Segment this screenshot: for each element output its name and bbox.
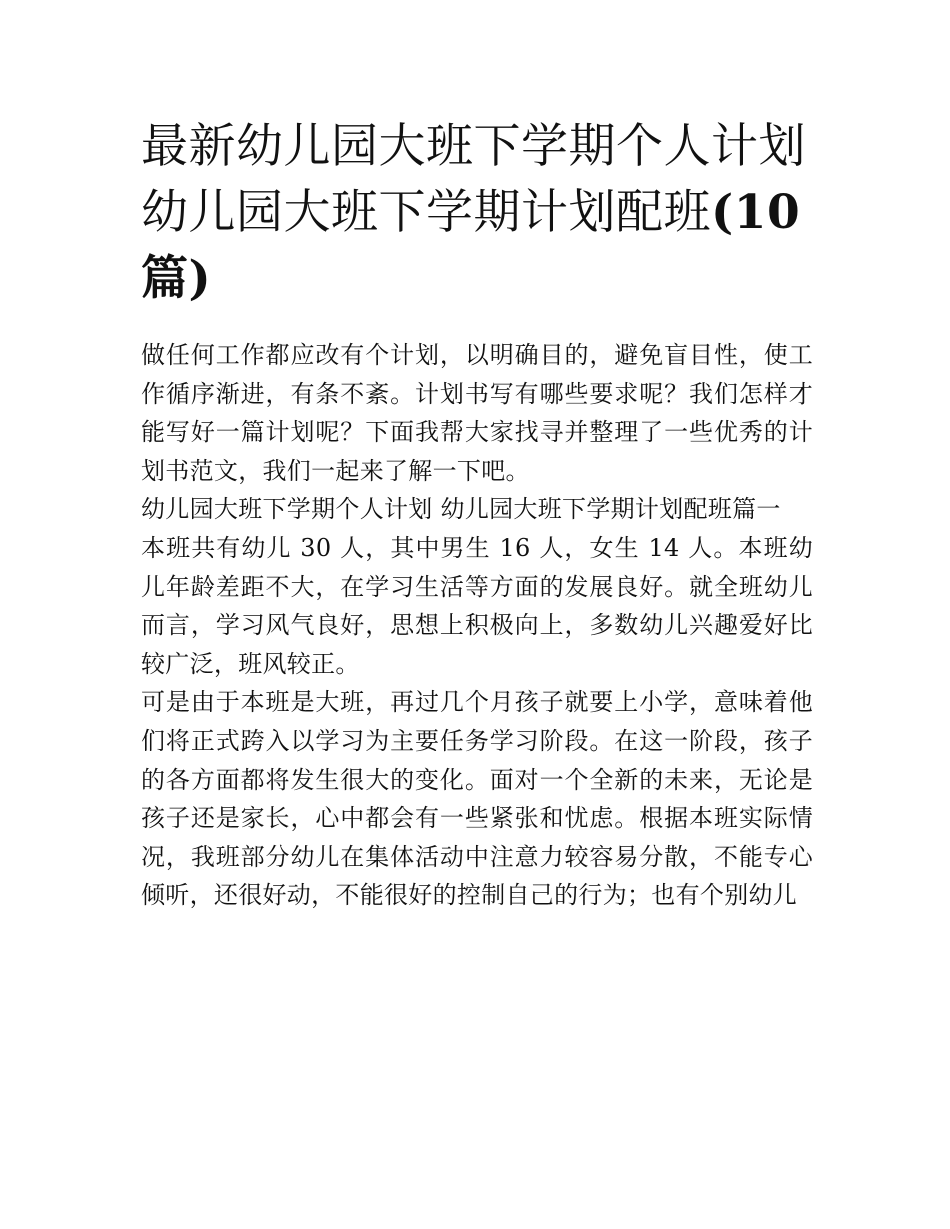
intro-paragraph: 做任何工作都应改有个计划，以明确目的，避免盲目性，使工作循序渐进，有条不紊。计划书写有哪些要求呢？我们怎样才能写好一篇计划呢？下面我帮大家找寻并整理了一些优秀的计划书范文，我们一起来了解一下吧。 xyxy=(141,341,813,485)
title-main-text: 最新幼儿园大班下学期个人计划 幼儿园大班下学期计划配班 xyxy=(141,119,806,240)
body-paragraph-1: 本班共有幼儿 30 人，其中男生 16 人，女生 14 人。本班幼儿年龄差距不大，在学习生活等方面的发展良好。就全班幼儿而言，学习风气良好，思想上积极向上，多数幼儿兴趣爱好比较广泛，班风较正。 xyxy=(141,533,813,678)
document-body xyxy=(141,336,813,915)
document-content xyxy=(141,114,813,915)
document-title xyxy=(141,114,813,312)
body-paragraph-2: 可是由于本班是大班，再过几个月孩子就要上小学，意味着他们将正式跨入以学习为主要任务学习阶段。在这一阶段，孩子的各方面都将发生很大的变化。面对一个全新的未来，无论是孩子还是家长，心中都会有一些紧张和忧虑。根据本班实际情况，我班部分幼儿在集体活动中注意力较容易分散，不能专心倾听，还很好动，不能很好的控制自己的行为；也有个别幼儿 xyxy=(141,688,813,910)
title-count: (10 篇) xyxy=(141,185,801,306)
section-heading: 幼儿园大班下学期个人计划 幼儿园大班下学期计划配班篇一 xyxy=(141,495,781,524)
